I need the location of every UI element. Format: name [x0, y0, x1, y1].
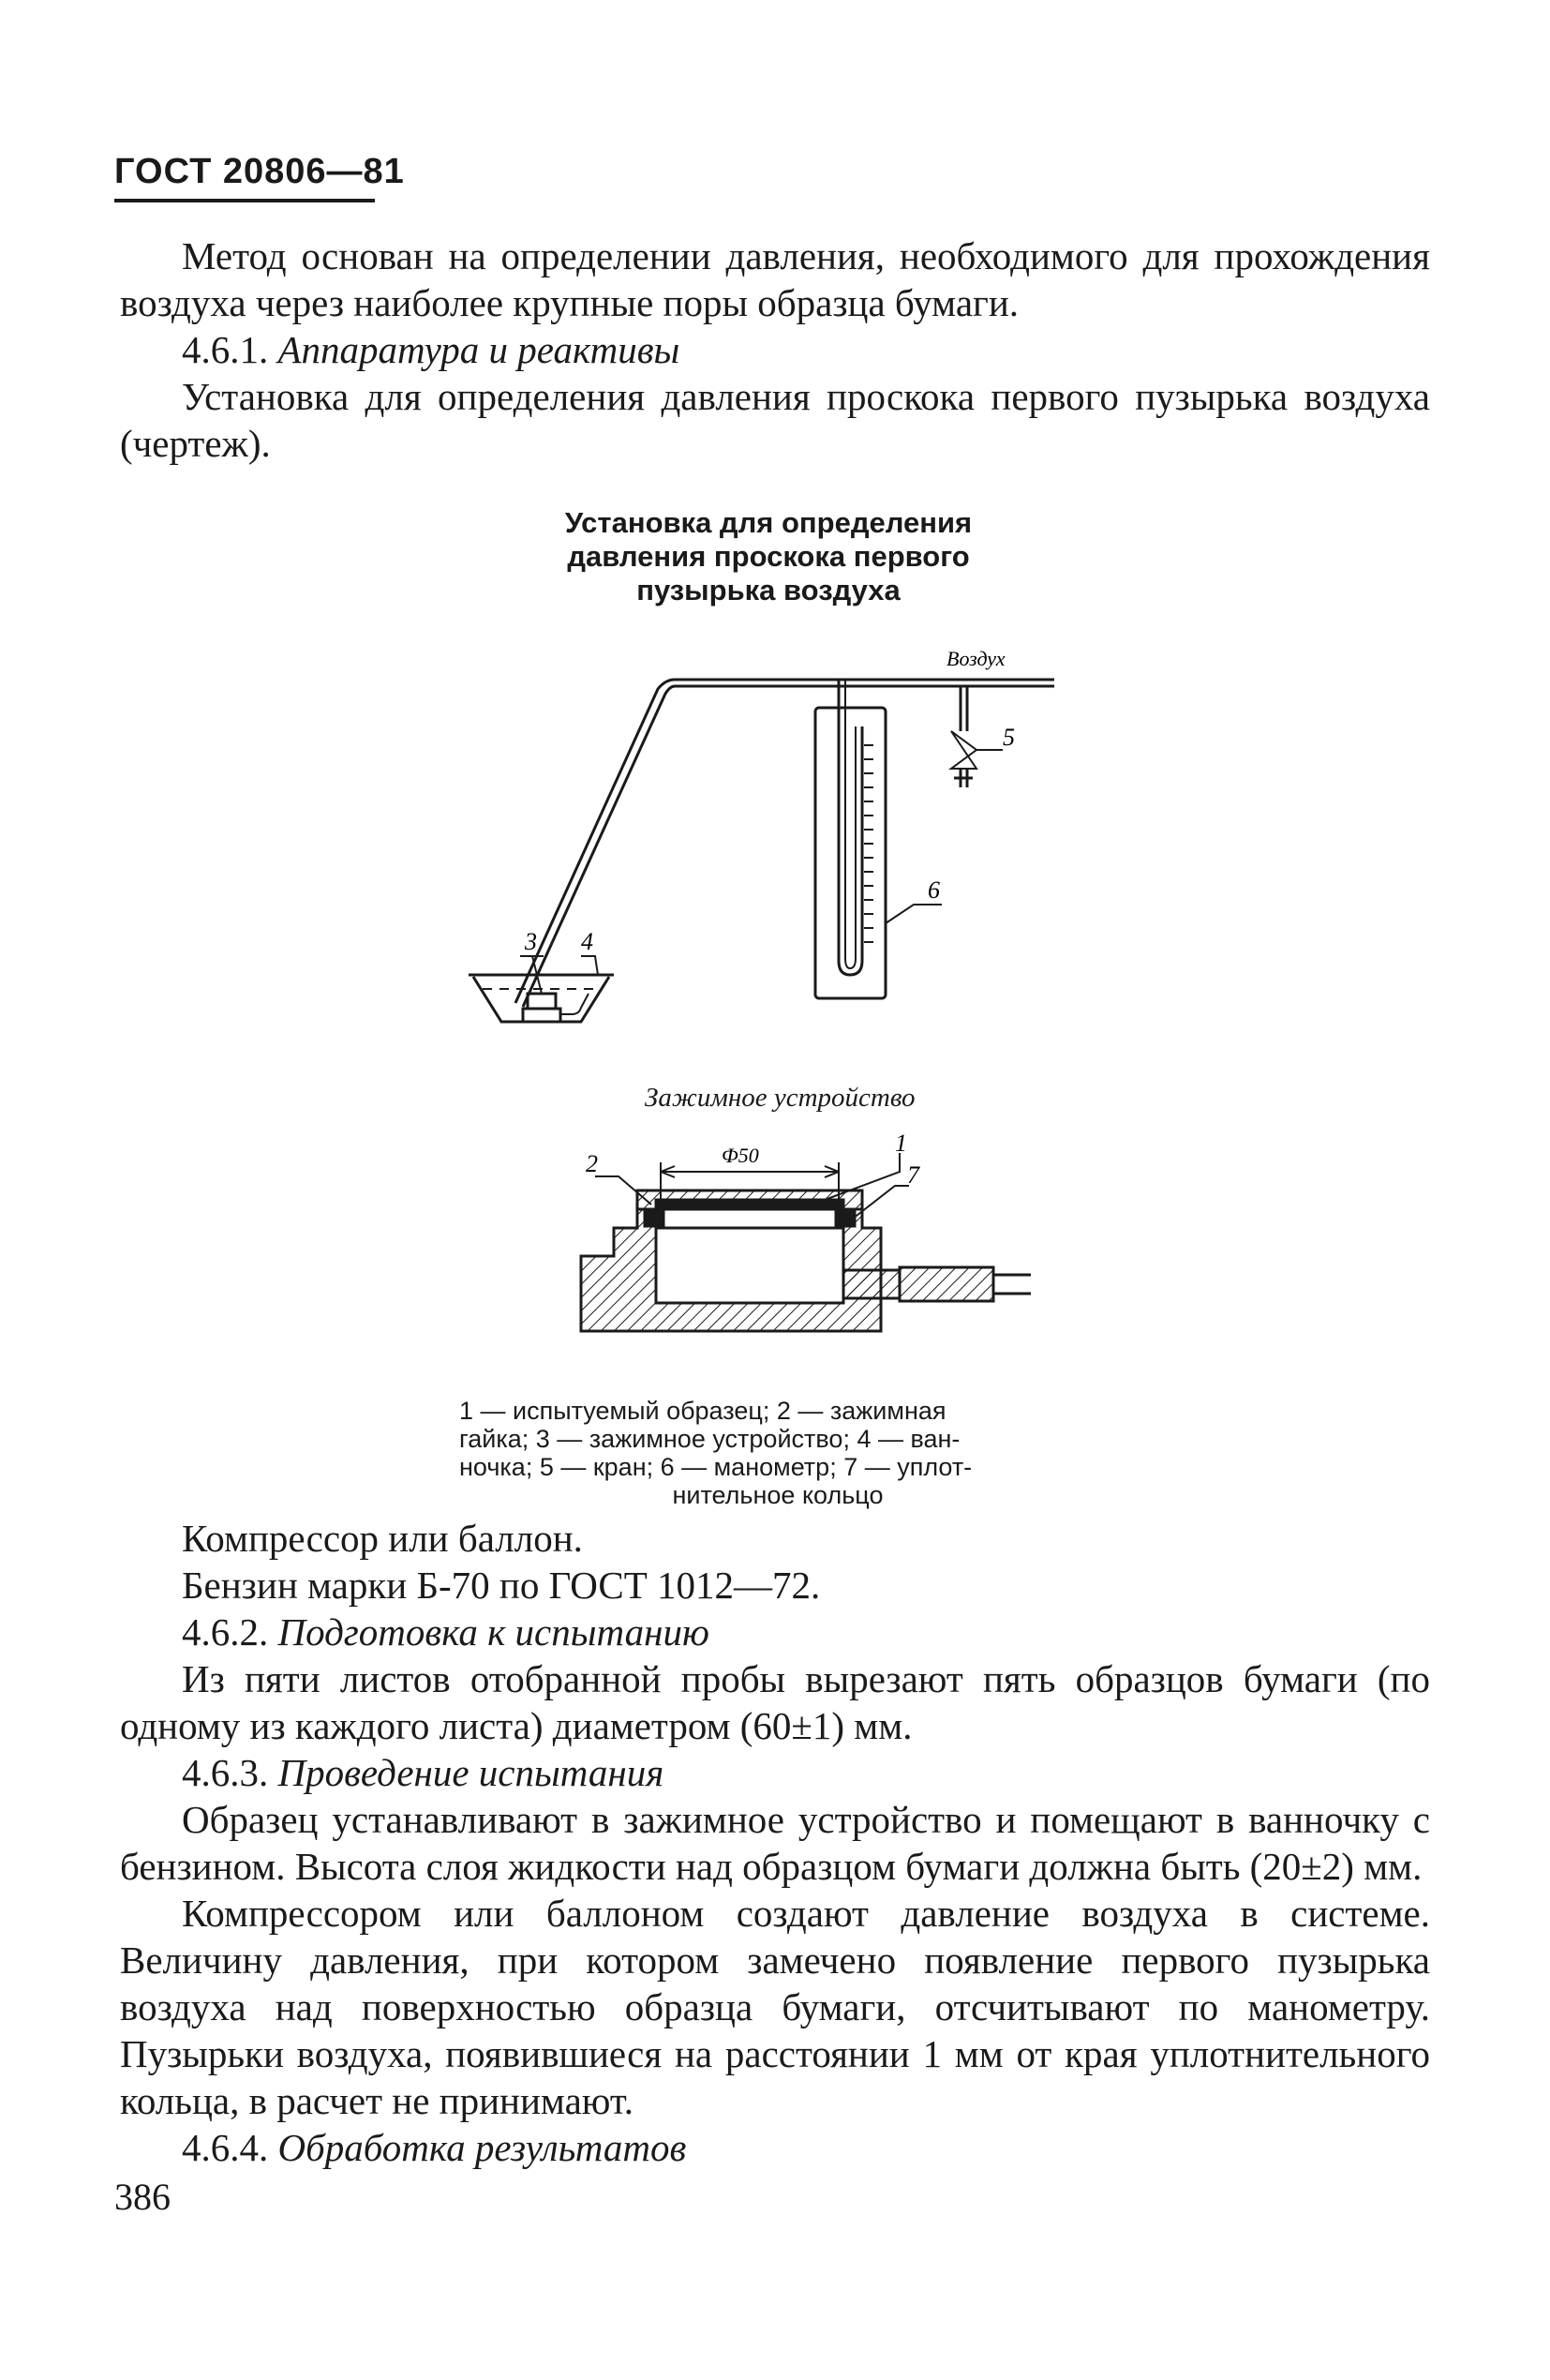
section-title: Обработка результатов [277, 2126, 687, 2169]
label-air: Воздух [946, 647, 1006, 670]
leader-6 [886, 905, 942, 923]
label-2: 2 [586, 1150, 598, 1177]
pipe-to-clamp [560, 994, 589, 1014]
section-title: Аппаратура и реактивы [277, 328, 680, 371]
label-3: 3 [525, 928, 537, 955]
leader-4 [581, 956, 598, 975]
section-number: 4.6.1. [182, 328, 269, 371]
diagonal-pipe-inner [523, 686, 675, 1007]
section-number: 4.6.2. [182, 1610, 269, 1654]
procedure-paragraph-b: Компрессором или баллоном создают давление воздуха в системе. Величину давления, при котором замечено появление первого пузырька воздуха над поверхностью образца бумаги, отсчитывают по манометру. Пузырьки воздуха, появившиеся на расстоянии 1 мм от края уплотнительного кольца, в расчет не принимают. [120, 1892, 1430, 2122]
outlet-pipe [993, 1275, 1031, 1294]
label-5: 5 [1003, 724, 1015, 751]
section-4-6-3-heading [120, 1749, 1430, 1796]
section-title: Подготовка к испытанию [277, 1610, 709, 1654]
valve-icon [951, 731, 976, 769]
compressor-line: Компрессор или баллон. [182, 1517, 583, 1560]
standard-code-header: ГОСТ 20806—81 [114, 152, 405, 191]
clamp-device-small [528, 994, 556, 1009]
section-title: Проведение испытания [277, 1751, 664, 1794]
bath-outline [473, 977, 609, 1022]
u-tube-inner [845, 680, 856, 968]
outlet-hose [900, 1267, 993, 1301]
outlet-fitting [843, 1270, 900, 1298]
section-number: 4.6.4. [182, 2126, 269, 2169]
clamp-device-base [523, 1009, 560, 1022]
manometer-body [815, 708, 886, 998]
clamp-cavity [656, 1228, 843, 1303]
section-4-6-2-heading [120, 1609, 1430, 1655]
legend-line: 1 — испытуемый образец; 2 — зажимная [459, 1397, 946, 1425]
section-4-6-1-heading [120, 326, 1430, 373]
intro-block [120, 232, 1430, 467]
valve-stem [954, 769, 973, 787]
legend-line: нительное кольцо [672, 1481, 884, 1509]
procedure-paragraph-a: Образец устанавливают в зажимное устройство и помещают в ванночку с бензином. Высота слоя жидкости над образцом бумаги должна быть (20±2) мм. [120, 1798, 1430, 1888]
u-tube [839, 680, 862, 975]
clamp-device-diagram [572, 1134, 1059, 1340]
header-underline [114, 199, 375, 202]
legend-line: ночка; 5 — кран; 6 — манометр; 7 — уплот- [459, 1453, 973, 1481]
intro-paragraph: Метод основан на определении давления, необходимого для прохождения воздуха через наиболее крупные поры образца бумаги. [120, 234, 1430, 324]
label-1: 1 [895, 1134, 907, 1157]
benzin-line: Бензин марки Б-70 по ГОСТ 1012—72. [182, 1564, 821, 1607]
label-7: 7 [907, 1161, 919, 1189]
sample-disk [656, 1200, 843, 1209]
manometer-scale [864, 745, 873, 942]
page-number: 386 [114, 2176, 171, 2218]
section-number: 4.6.3. [182, 1751, 269, 1794]
figure-legend [459, 1397, 1096, 1509]
figure-title-line: Установка для определения [564, 506, 973, 539]
label-phi50: Ф50 [722, 1144, 759, 1167]
body-block [120, 1515, 1430, 2171]
apparatus-paragraph: Установка для определения давления проскока первого пузырька воздуха (чертеж). [120, 375, 1430, 465]
label-6: 6 [928, 876, 940, 904]
figure-title [506, 506, 1031, 607]
section-4-6-4-heading [120, 2124, 1430, 2171]
figure-title-line: пузырька воздуха [636, 574, 901, 606]
apparatus-diagram [440, 637, 1078, 1050]
figure-title-line: давления проскока первого [567, 540, 970, 573]
preparation-paragraph: Из пяти листов отобранной пробы вырезают пять образцов бумаги (по одному из каждого листа) диаметром (60±1) мм. [120, 1657, 1430, 1747]
label-4: 4 [581, 928, 593, 955]
clamp-caption: Зажимное устройство [645, 1083, 916, 1113]
legend-line: гайка; 3 — зажимное устройство; 4 — ван- [459, 1425, 961, 1453]
